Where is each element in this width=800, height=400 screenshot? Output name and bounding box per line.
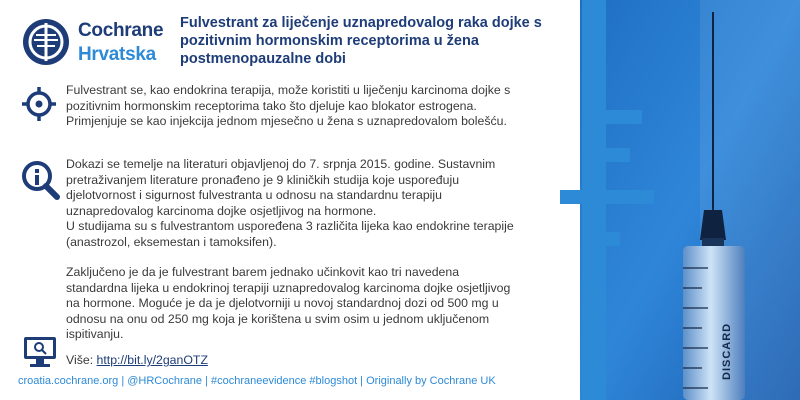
paragraph-conclusion: Zaključeno je da je fulvestrant barem jednako učinkovit kao tri navedena standardna lijeka u endokrinoj terapiji uznapredovalog karcinoma dojke osjetljivog na hormone. Moguće je da je djelotvorniji u novoj standardnoj dozi od 500 mg u odnosu na onu od 250 mg koja je korištena u svim osim u jednom uključenom ispitivanju. [66, 265, 511, 341]
decor-bar [560, 190, 588, 204]
decor-bar [592, 190, 654, 204]
paragraph-evidence-search: Dokazi se temelje na literaturi objavljenoj do 7. srpnja 2015. godine. Sustavnim pretraživanjem literature pronađeno je 9 kliničkih studija koje uspoređuju djelotvornost i sigurnost fulvestranta u odnosu na standardnu terapiju uznapredovalog karcinoma dojke osjetljivog na hormone. [66, 157, 496, 218]
decor-bar [592, 148, 630, 162]
more-info [66, 353, 208, 367]
decor-bar [592, 110, 642, 124]
paragraph-evidence-comparison: U studijama su s fulvestrantom uspoređena 3 različita lijeka kao endokrine terapije (anastrozol, eksemestan i tamoksifen). [66, 219, 514, 249]
decor-bar [592, 232, 620, 246]
footer-links: croatia.cochrane.org | @HRCochrane | #cochraneevidence #blogshot | Originally by Cochrane UK [18, 375, 496, 387]
more-link[interactable]: http://bit.ly/2ganOTZ [96, 353, 208, 367]
more-label: Više: [66, 353, 94, 367]
logo-word-cochrane: Cochrane [78, 20, 164, 41]
page-title: Fulvestrant za liječenje uznapredovalog raka dojke s pozitivnim hormonskim receptorima u žena postmenopauzalne dobi [180, 15, 542, 67]
search-info-icon [20, 160, 60, 200]
cochrane-logo [22, 14, 182, 70]
cochrane-logo-icon [22, 18, 70, 66]
target-icon [22, 87, 56, 121]
monitor-search-icon [22, 335, 58, 369]
paragraph-evidence [66, 157, 516, 250]
logo-word-hrvatska: Hrvatska [78, 44, 156, 65]
syringe-discard-label: DISCARD [721, 322, 733, 380]
paragraph-therapy: Fulvestrant se, kao endokrina terapija, može koristiti u liječenju karcinoma dojke s pozitivnim hormonskim receptorima tako što djeluje kao blokator estrogena. Primjenjuje se kao injekcija jednom mjesečno u žena s uznapredovalom bolešću. [66, 83, 511, 128]
